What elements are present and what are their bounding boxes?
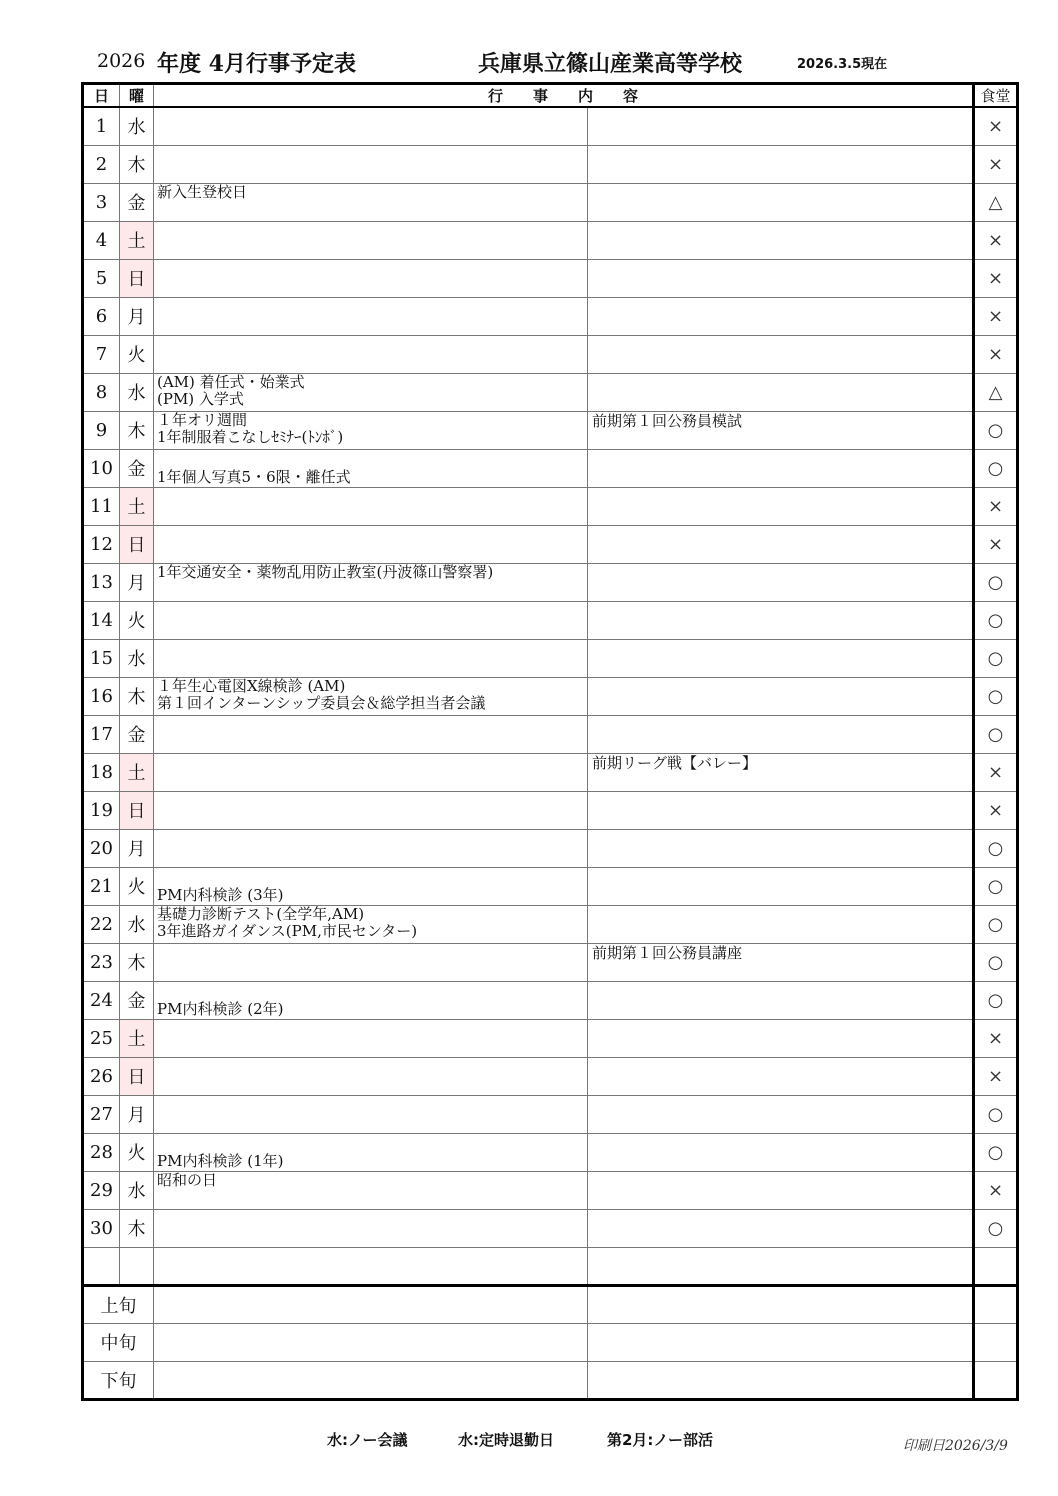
table-row — [83, 373, 1018, 411]
day-number: 2 — [83, 145, 120, 183]
cafeteria-status: × — [974, 335, 1018, 373]
event-cell-secondary — [588, 449, 974, 487]
blank-cell — [974, 1247, 1018, 1285]
cafeteria-status: ○ — [974, 449, 1018, 487]
event-cell-secondary — [588, 259, 974, 297]
event-cell-primary — [154, 867, 588, 905]
event-text: 基礎力診断テスト(全学年,AM) — [157, 904, 365, 923]
section-cell — [588, 1361, 974, 1399]
event-cell-primary — [154, 639, 588, 677]
table-row — [83, 601, 1018, 639]
event-text: １年オリ週間 — [157, 410, 248, 429]
cafeteria-status: × — [974, 753, 1018, 791]
table-row — [83, 867, 1018, 905]
event-cell-primary — [154, 1171, 588, 1209]
table-row — [83, 487, 1018, 525]
weekday: 火 — [120, 335, 154, 373]
cafeteria-status: ○ — [974, 867, 1018, 905]
section-cell — [154, 1361, 588, 1399]
event-cell-secondary — [588, 791, 974, 829]
event-cell-secondary — [588, 107, 974, 145]
cafeteria-status: ○ — [974, 1133, 1018, 1171]
event-text: 1年交通安全・薬物乱用防止教室(丹波篠山警察署) — [157, 562, 494, 581]
event-cell-secondary — [588, 221, 974, 259]
day-number: 26 — [83, 1057, 120, 1095]
table-row — [83, 905, 1018, 943]
event-text: PM内科検診 (2年) — [157, 999, 284, 1018]
table-row — [83, 791, 1018, 829]
event-cell-primary — [154, 107, 588, 145]
event-cell-primary — [154, 905, 588, 943]
day-number: 25 — [83, 1019, 120, 1057]
weekday: 水 — [120, 905, 154, 943]
day-number: 4 — [83, 221, 120, 259]
cafeteria-status: × — [974, 1019, 1018, 1057]
header-weekday: 曜 — [120, 84, 154, 108]
event-text: 前期第１回公務員模試 — [592, 411, 743, 430]
day-number: 5 — [83, 259, 120, 297]
section-cell — [588, 1323, 974, 1361]
section-label: 下旬 — [83, 1361, 154, 1399]
section-cell — [154, 1285, 588, 1323]
event-cell-primary — [154, 297, 588, 335]
cafeteria-status: ○ — [974, 1209, 1018, 1247]
table-row — [83, 1133, 1018, 1171]
event-cell-primary — [154, 715, 588, 753]
weekday: 火 — [120, 1133, 154, 1171]
day-number: 3 — [83, 183, 120, 221]
weekday: 木 — [120, 411, 154, 449]
weekday: 木 — [120, 943, 154, 981]
section-label: 中旬 — [83, 1323, 154, 1361]
header-year: 2026 — [97, 50, 146, 72]
event-text: 1年個人写真5・6限・離任式 — [157, 467, 351, 486]
table-row — [83, 297, 1018, 335]
table-row — [83, 563, 1018, 601]
event-cell-secondary — [588, 753, 974, 791]
weekday: 金 — [120, 449, 154, 487]
event-cell-primary — [154, 601, 588, 639]
footer-rule-leave-on-time: 水:定時退勤日 — [458, 1431, 554, 1449]
cafeteria-status: × — [974, 297, 1018, 335]
day-number: 6 — [83, 297, 120, 335]
table-row — [83, 1095, 1018, 1133]
event-text: (AM) 着任式・始業式 — [157, 372, 305, 391]
cafeteria-status: × — [974, 1171, 1018, 1209]
day-number: 29 — [83, 1171, 120, 1209]
event-cell-secondary — [588, 715, 974, 753]
event-text: 昭和の日 — [157, 1170, 218, 1189]
table-row — [83, 639, 1018, 677]
event-cell-secondary — [588, 411, 974, 449]
event-cell-primary — [154, 943, 588, 981]
cafeteria-status: ○ — [974, 1095, 1018, 1133]
cafeteria-status: × — [974, 221, 1018, 259]
event-cell-secondary — [588, 639, 974, 677]
cafeteria-status: ○ — [974, 601, 1018, 639]
event-cell-primary — [154, 449, 588, 487]
day-number: 14 — [83, 601, 120, 639]
weekday: 火 — [120, 867, 154, 905]
event-cell-primary — [154, 221, 588, 259]
cafeteria-status: ○ — [974, 563, 1018, 601]
event-text: (PM) 入学式 — [157, 389, 244, 408]
table-row — [83, 335, 1018, 373]
footer-rule-no-meeting: 水:ノー会議 — [327, 1431, 408, 1449]
event-cell-primary — [154, 373, 588, 411]
cafeteria-status: × — [974, 487, 1018, 525]
as-of-date: 2026.3.5現在 — [797, 57, 888, 72]
event-cell-secondary — [588, 487, 974, 525]
blank-cell — [83, 1247, 120, 1285]
weekday: 土 — [120, 221, 154, 259]
table-header-row — [83, 84, 1018, 108]
table-row — [83, 943, 1018, 981]
section-label: 上旬 — [83, 1285, 154, 1323]
event-cell-primary — [154, 829, 588, 867]
event-cell-primary — [154, 183, 588, 221]
cafeteria-status: ○ — [974, 981, 1018, 1019]
day-number: 22 — [83, 905, 120, 943]
weekday: 水 — [120, 373, 154, 411]
blank-cell — [588, 1247, 974, 1285]
weekday: 木 — [120, 145, 154, 183]
event-cell-secondary — [588, 183, 974, 221]
event-cell-secondary — [588, 1133, 974, 1171]
table-row — [83, 753, 1018, 791]
day-number: 30 — [83, 1209, 120, 1247]
event-cell-primary — [154, 411, 588, 449]
event-cell-primary — [154, 791, 588, 829]
weekday: 金 — [120, 183, 154, 221]
cafeteria-status: ○ — [974, 905, 1018, 943]
weekday: 土 — [120, 1019, 154, 1057]
day-number: 9 — [83, 411, 120, 449]
event-cell-secondary — [588, 943, 974, 981]
table-row — [83, 145, 1018, 183]
title-row — [0, 46, 1058, 78]
header-day: 日 — [83, 84, 120, 108]
cafeteria-status: × — [974, 107, 1018, 145]
day-number: 16 — [83, 677, 120, 715]
day-number: 17 — [83, 715, 120, 753]
event-cell-secondary — [588, 525, 974, 563]
day-number: 19 — [83, 791, 120, 829]
event-cell-secondary — [588, 1019, 974, 1057]
event-cell-primary — [154, 677, 588, 715]
cafeteria-status: ○ — [974, 639, 1018, 677]
table-row — [83, 829, 1018, 867]
event-text: PM内科検診 (1年) — [157, 1151, 284, 1170]
section-cell — [974, 1323, 1018, 1361]
cafeteria-status: × — [974, 791, 1018, 829]
table-row — [83, 107, 1018, 145]
event-cell-primary — [154, 981, 588, 1019]
table-row — [83, 221, 1018, 259]
day-number: 23 — [83, 943, 120, 981]
day-number: 21 — [83, 867, 120, 905]
weekday: 金 — [120, 981, 154, 1019]
event-text: 前期リーグ戦【バレー】 — [592, 753, 758, 772]
footer-rule-no-club: 第2月:ノー部活 — [607, 1431, 713, 1449]
header-events: 行 事 内 容 — [154, 84, 974, 108]
day-number: 27 — [83, 1095, 120, 1133]
school-name: 兵庫県立篠山産業高等学校 — [478, 51, 743, 77]
weekday: 月 — [120, 1095, 154, 1133]
cafeteria-status: △ — [974, 373, 1018, 411]
blank-row — [83, 1247, 1018, 1285]
footer-rules — [0, 1429, 1058, 1451]
section-cell — [974, 1361, 1018, 1399]
event-cell-primary — [154, 1019, 588, 1057]
table-row — [83, 1019, 1018, 1057]
event-cell-secondary — [588, 335, 974, 373]
section-cell — [974, 1285, 1018, 1323]
table-row — [83, 411, 1018, 449]
table-row — [83, 1209, 1018, 1247]
weekday: 木 — [120, 677, 154, 715]
event-cell-primary — [154, 487, 588, 525]
day-number: 15 — [83, 639, 120, 677]
event-cell-primary — [154, 563, 588, 601]
event-cell-primary — [154, 1095, 588, 1133]
day-number: 24 — [83, 981, 120, 1019]
event-text: 1年制服着こなしｾﾐﾅｰ(ﾄﾝﾎﾞ) — [157, 427, 344, 446]
event-cell-primary — [154, 335, 588, 373]
event-text: PM内科検診 (3年) — [157, 885, 284, 904]
event-text: 第１回インターンシップ委員会＆総学担当者会議 — [157, 693, 486, 712]
blank-cell — [154, 1247, 588, 1285]
weekday: 水 — [120, 1171, 154, 1209]
cafeteria-status: × — [974, 1057, 1018, 1095]
weekday: 水 — [120, 639, 154, 677]
event-cell-secondary — [588, 905, 974, 943]
event-cell-secondary — [588, 677, 974, 715]
event-cell-secondary — [588, 867, 974, 905]
day-number: 10 — [83, 449, 120, 487]
event-cell-secondary — [588, 1057, 974, 1095]
event-text: 3年進路ガイダンス(PM,市民センター) — [157, 921, 418, 940]
schedule-table — [81, 82, 1019, 1401]
event-cell-secondary — [588, 981, 974, 1019]
cafeteria-status: ○ — [974, 715, 1018, 753]
weekday: 火 — [120, 601, 154, 639]
event-cell-secondary — [588, 1171, 974, 1209]
cafeteria-status: ○ — [974, 943, 1018, 981]
weekday: 水 — [120, 107, 154, 145]
cafeteria-status: × — [974, 525, 1018, 563]
event-cell-secondary — [588, 297, 974, 335]
cafeteria-status: ○ — [974, 677, 1018, 715]
section-row — [83, 1361, 1018, 1399]
cafeteria-status: ○ — [974, 411, 1018, 449]
day-number: 18 — [83, 753, 120, 791]
weekday: 日 — [120, 791, 154, 829]
cafeteria-status: ○ — [974, 829, 1018, 867]
weekday: 金 — [120, 715, 154, 753]
event-text: 前期第１回公務員講座 — [592, 943, 743, 962]
table-row — [83, 183, 1018, 221]
table-row — [83, 1057, 1018, 1095]
weekday: 日 — [120, 259, 154, 297]
day-number: 28 — [83, 1133, 120, 1171]
event-cell-primary — [154, 259, 588, 297]
event-cell-primary — [154, 1057, 588, 1095]
cafeteria-status: × — [974, 259, 1018, 297]
event-cell-secondary — [588, 601, 974, 639]
day-number: 8 — [83, 373, 120, 411]
table-row — [83, 1171, 1018, 1209]
event-cell-primary — [154, 753, 588, 791]
weekday: 月 — [120, 563, 154, 601]
table-row — [83, 259, 1018, 297]
table-row — [83, 981, 1018, 1019]
event-cell-secondary — [588, 829, 974, 867]
blank-cell — [120, 1247, 154, 1285]
weekday: 月 — [120, 829, 154, 867]
day-number: 1 — [83, 107, 120, 145]
section-row — [83, 1323, 1018, 1361]
weekday: 土 — [120, 487, 154, 525]
event-cell-primary — [154, 145, 588, 183]
weekday: 木 — [120, 1209, 154, 1247]
day-number: 12 — [83, 525, 120, 563]
event-cell-secondary — [588, 1209, 974, 1247]
event-cell-secondary — [588, 373, 974, 411]
section-row — [83, 1285, 1018, 1323]
event-cell-primary — [154, 1209, 588, 1247]
schedule-body — [83, 107, 1018, 1399]
event-text: 新入生登校日 — [157, 182, 248, 201]
event-cell-primary — [154, 1133, 588, 1171]
table-row — [83, 449, 1018, 487]
cafeteria-status: × — [974, 145, 1018, 183]
table-row — [83, 525, 1018, 563]
weekday: 月 — [120, 297, 154, 335]
day-number: 13 — [83, 563, 120, 601]
event-cell-secondary — [588, 563, 974, 601]
print-date: 印刷日2026/3/9 — [903, 1438, 1008, 1454]
section-cell — [154, 1323, 588, 1361]
table-row — [83, 677, 1018, 715]
section-cell — [588, 1285, 974, 1323]
day-number: 7 — [83, 335, 120, 373]
weekday: 日 — [120, 525, 154, 563]
header-cafeteria: 食堂 — [974, 84, 1018, 108]
page-title: 年度 4月行事予定表 — [157, 51, 356, 77]
table-row — [83, 715, 1018, 753]
day-number: 11 — [83, 487, 120, 525]
weekday: 日 — [120, 1057, 154, 1095]
weekday: 土 — [120, 753, 154, 791]
event-cell-secondary — [588, 145, 974, 183]
cafeteria-status: △ — [974, 183, 1018, 221]
day-number: 20 — [83, 829, 120, 867]
event-cell-primary — [154, 525, 588, 563]
event-cell-secondary — [588, 1095, 974, 1133]
event-text: １年生心電図X線検診 (AM) — [157, 676, 346, 695]
